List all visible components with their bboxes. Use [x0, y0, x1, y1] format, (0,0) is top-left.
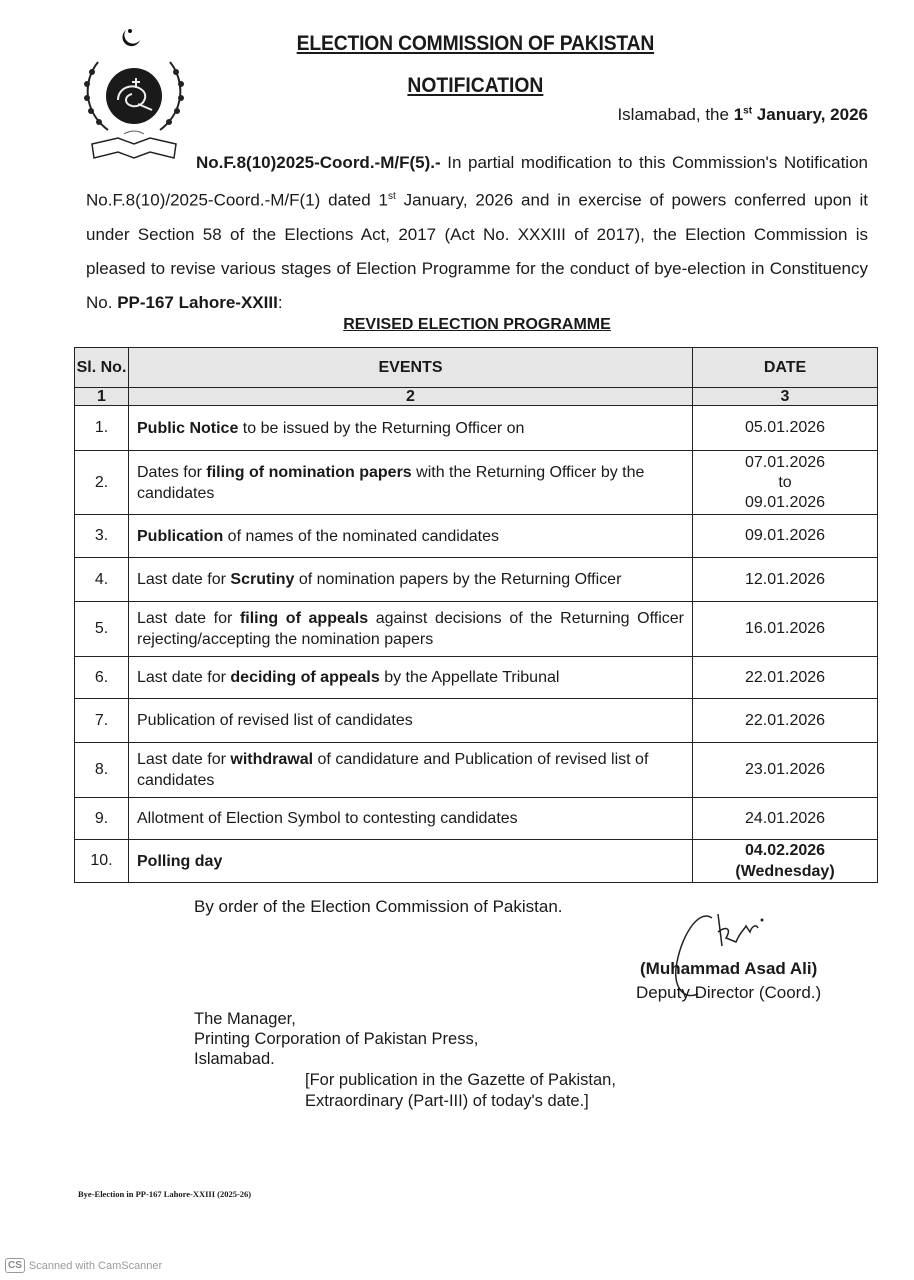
- row-event: Last date for filing of appeals against decisions of the Returning Officer rejecting/accepting the nomination papers: [129, 602, 693, 657]
- row-sl: 3.: [75, 515, 129, 558]
- dateline-date: 1st January, 2026: [733, 105, 868, 124]
- table-row: [75, 743, 878, 798]
- organization-heading: ELECTION COMMISSION OF PAKISTAN: [296, 32, 655, 55]
- row-date: 22.01.2026: [693, 657, 878, 699]
- election-programme-table: [74, 347, 878, 883]
- table-row: [75, 451, 878, 515]
- row-sl: 2.: [75, 451, 129, 515]
- row-sl: 9.: [75, 798, 129, 840]
- row-event: Publication of revised list of candidates: [129, 699, 693, 743]
- row-event: Last date for withdrawal of candidature and Publication of revised list of candidates: [129, 743, 693, 798]
- row-date: 23.01.2026: [693, 743, 878, 798]
- row-date: 22.01.2026: [693, 699, 878, 743]
- camscanner-watermark: [5, 1258, 162, 1273]
- row-event: Allotment of Election Symbol to contesting candidates: [129, 798, 693, 840]
- table-row: [75, 406, 878, 451]
- constituency: PP-167 Lahore-XXIII: [117, 292, 278, 312]
- signatory-designation: Deputy Director (Coord.): [636, 983, 822, 1002]
- row-date: 09.01.2026: [693, 515, 878, 558]
- header-sl-no: Sl. No.: [75, 348, 129, 388]
- signatory-name: (Muhammad Asad Ali): [640, 959, 818, 978]
- addressee-line: Islamabad.: [194, 1050, 275, 1068]
- row-date: 05.01.2026: [693, 406, 878, 451]
- header-events: EVENTS: [129, 348, 693, 388]
- camscanner-text: Scanned with CamScanner: [28, 1259, 163, 1272]
- table-row: [75, 602, 878, 657]
- row-sl: 8.: [75, 743, 129, 798]
- row-event: Publication of names of the nominated candidates: [129, 515, 693, 558]
- notification-body: No.F.8(10)2025-Coord.-M/F(5).- In partial modification to this Commission's Notification No.F.8(10)/2025-Coord.-M/F(1) dated 1st January, 2026 and in exercise of powers conferred upon it under Section 58 of the Elections Act, 2017 (Act No. XXXIII of 2017), the Election Commission is pleased to revise various stages of Election Programme for the conduct of bye-election in Constituency No. PP-167 Lahore-XXIII:: [86, 153, 868, 312]
- row-date: 07.01.2026 to 09.01.2026: [693, 451, 878, 515]
- row-sl: 10.: [75, 840, 129, 883]
- header-colnum-3: 3: [693, 388, 878, 406]
- camscanner-logo-icon: CS: [5, 1258, 25, 1273]
- row-date: 04.02.2026 (Wednesday): [693, 840, 878, 883]
- programme-title: REVISED ELECTION PROGRAMME: [343, 316, 611, 333]
- row-event: Polling day: [129, 840, 693, 883]
- row-sl: 7.: [75, 699, 129, 743]
- header-colnum-1: 1: [75, 388, 129, 406]
- gazette-note-line: [For publication in the Gazette of Pakistan,: [305, 1071, 616, 1089]
- dateline-prefix: Islamabad, the: [617, 105, 734, 124]
- dateline: [617, 105, 868, 125]
- row-sl: 4.: [75, 558, 129, 602]
- row-sl: 1.: [75, 406, 129, 451]
- row-event: Last date for deciding of appeals by the Appellate Tribunal: [129, 657, 693, 699]
- gazette-note: [305, 1070, 616, 1112]
- table-row: [75, 699, 878, 743]
- row-date: 24.01.2026: [693, 798, 878, 840]
- row-event: Dates for filing of nomination papers with the Returning Officer by the candidates: [129, 451, 693, 515]
- addressee-block: [194, 1009, 478, 1069]
- table-row: [75, 558, 878, 602]
- row-event: Public Notice to be issued by the Returning Officer on: [129, 406, 693, 451]
- header-date: DATE: [693, 348, 878, 388]
- header-colnum-2: 2: [129, 388, 693, 406]
- row-sl: 6.: [75, 657, 129, 699]
- addressee-line: The Manager,: [194, 1010, 296, 1028]
- row-date: 16.01.2026: [693, 602, 878, 657]
- reference-number: No.F.8(10)2025-Coord.-M/F(5).-: [196, 153, 441, 172]
- row-event: Last date for Scrutiny of nomination papers by the Returning Officer: [129, 558, 693, 602]
- row-sl: 5.: [75, 602, 129, 657]
- file-reference-footer: Bye-Election in PP-167 Lahore-XXIII (2025-26): [78, 1189, 252, 1199]
- table-row: [75, 657, 878, 699]
- row-date: 12.01.2026: [693, 558, 878, 602]
- table-row: [75, 840, 878, 883]
- by-order-text: By order of the Election Commission of Pakistan.: [194, 897, 563, 916]
- table-row: [75, 798, 878, 840]
- notification-heading: NOTIFICATION: [407, 74, 544, 97]
- gazette-note-line: Extraordinary (Part-III) of today's date.]: [305, 1092, 589, 1110]
- table-row: [75, 515, 878, 558]
- addressee-line: Printing Corporation of Pakistan Press,: [194, 1030, 479, 1048]
